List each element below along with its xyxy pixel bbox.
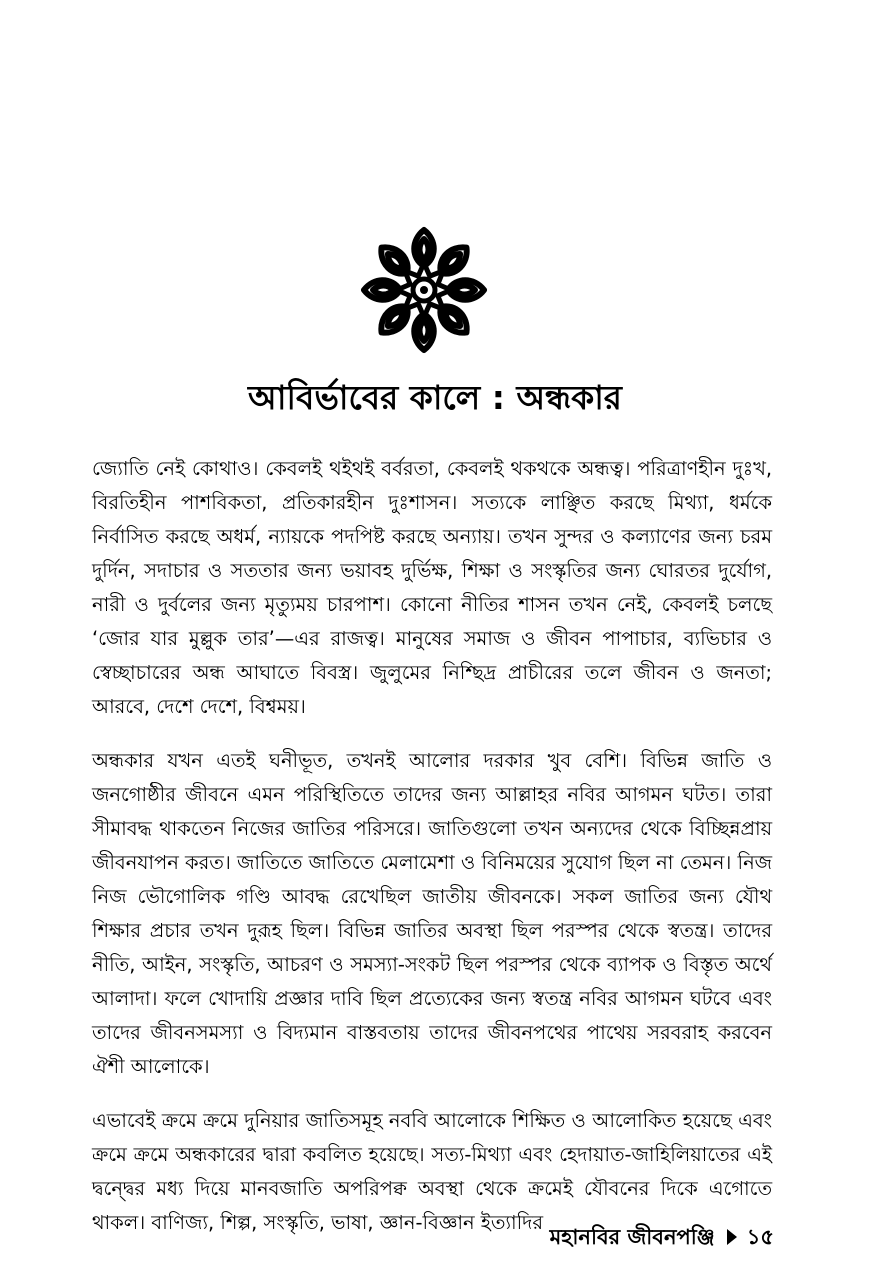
chapter-body xyxy=(92,452,772,1240)
paragraph-3: এভাবেই ক্রমে ক্রমে দুনিয়ার জাতিসমূহ নববি আলোকে শিক্ষিত ও আলোকিত হয়েছে এবং ক্রমে ক্রমে অন্ধকারের দ্বারা কবলিত হয়েছে। সত্য-মিথ্যা এবং হেদায়াত-জাহিলিয়াতের এই দ্বন্দ্বের মধ্য দিয়ে মানবজাতি অপরিপক্ব অবস্থা থেকে ক্রমেই যৌবনের দিকে এগোতে থাকল। বাণিজ্য, শিল্প, সংস্কৃতি, ভাষা, জ্ঞান-বিজ্ঞান ইত্যাদির xyxy=(92,1109,772,1234)
page-footer xyxy=(550,1222,774,1252)
paragraph-1: জ্যোতি নেই কোথাও। কেবলই থইথই বর্বরতা, কেবলই থকথকে অন্ধত্ব। পরিত্রাণহীন দুঃখ, বিরতিহীন পাশবিকতা, প্রতিকারহীন দুঃশাসন। সত্যকে লাঞ্ছিত করছে মিথ্যা, ধর্মকে নির্বাসিত করছে অধর্ম, ন্যায়কে পদপিষ্ট করছে অন্যায়। তখন সুন্দর ও কল্যাণের জন্য চরম দুর্দিন, সদাচার ও সততার জন্য ভয়াবহ দুর্ভিক্ষ, শিক্ষা ও সংস্কৃতির জন্য ঘোরতর দুর্যোগ, নারী ও দুর্বলের জন্য মৃত্যুময় চারপাশ। কোনো নীতির শাসন তখন নেই, কেবলই চলছে ‘জোর যার মুল্লুক তার’—এর রাজত্ব। মানুষের সমাজ ও জীবন পাপাচার, ব্যভিচার ও স্বেচ্ছাচারের অন্ধ আঘাতে বিবস্ত্র। জুলুমের নিশ্ছিদ্র প্রাচীরের তলে জীবন ও জনতা; আরবে, দেশে দেশে, বিশ্বময়। xyxy=(92,457,772,718)
page-number: ১৫ xyxy=(746,1225,774,1249)
chapter-title: আবির্ভাবের কালে : অন্ধকার xyxy=(248,378,622,417)
paragraph-2: অন্ধকার যখন এতই ঘনীভূত, তখনই আলোর দরকার খুব বেশি। বিভিন্ন জাতি ও জনগোষ্ঠীর জীবনে এমন পরিস্থিতিতে তাদের জন্য আল্লাহর নবির আগমন ঘটত। তারা সীমাবদ্ধ থাকতেন নিজের জাতির পরিসরে। জাতিগুলো তখন অন্যদের থেকে বিচ্ছিন্নপ্রায় জীবনযাপন করত। জাতিতে জাতিতে মেলামেশা ও বিনিময়ের সুযোগ ছিল না তেমন। নিজ নিজ ভৌগোলিক গণ্ডি আবদ্ধ রেখেছিল জাতীয় জীবনকে। সকল জাতির জন্য যৌথ শিক্ষার প্রচার তখন দুরূহ ছিল। বিভিন্ন জাতির অবস্থা ছিল পরস্পর থেকে স্বতন্ত্র। তাদের নীতি, আইন, সংস্কৃতি, আচরণ ও সমস্যা-সংকট ছিল পরস্পর থেকে ব্যাপক ও বিস্তৃত অর্থে আলাদা। ফলে খোদায়ি প্রজ্ঞার দাবি ছিল প্রত্যেকের জন্য স্বতন্ত্র নবির আগমন ঘটবে এবং তাদের জীবনসমস্যা ও বিদ্যমান বাস্তবতায় তাদের জীবনপথের পাথেয় সরবরাহ করবেন ঐশী আলোকে। xyxy=(92,749,772,1078)
triangle-right-icon xyxy=(727,1229,737,1245)
running-head-book-title: মহানবির জীবনপঞ্জি xyxy=(549,1225,715,1249)
floral-ornament-icon xyxy=(360,226,488,354)
